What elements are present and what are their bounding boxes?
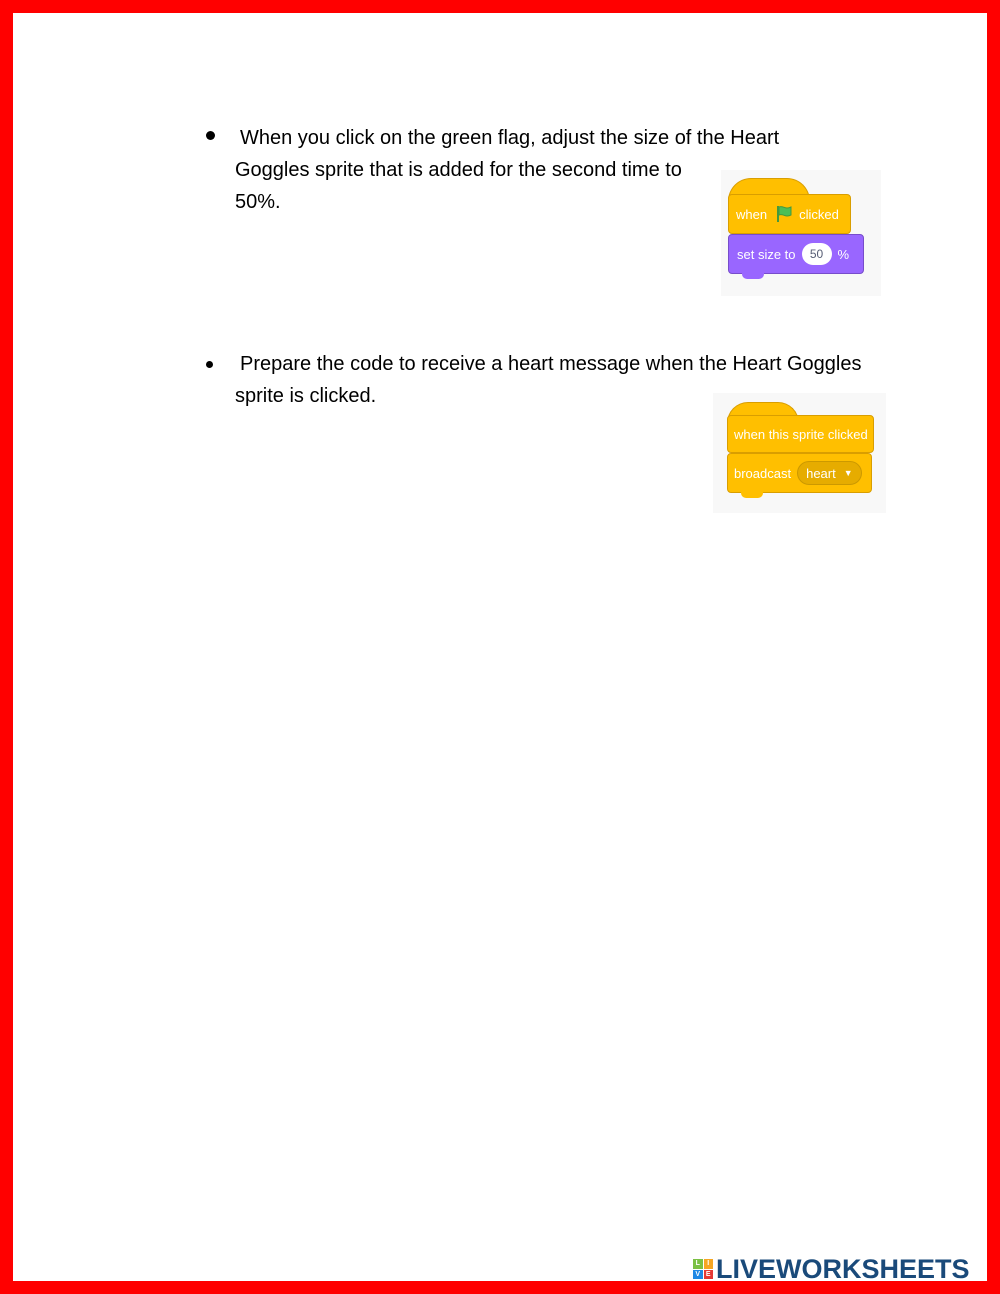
broadcast-message-dropdown[interactable]: [797, 461, 862, 485]
hat-clicked-label: clicked: [799, 206, 839, 222]
when-sprite-clicked-block: [727, 415, 874, 453]
liveworksheets-logo: [693, 1253, 970, 1285]
logo-letter: I: [704, 1259, 714, 1269]
instruction-2-line-1: Prepare the code to receive a heart message when the Heart Goggles: [240, 353, 862, 375]
set-size-label: set size to: [737, 246, 796, 262]
block-notch: [742, 273, 764, 279]
when-flag-clicked-block: [728, 194, 851, 234]
broadcast-label: broadcast: [734, 465, 792, 481]
instruction-1-line-3: 50%.: [235, 191, 281, 213]
instruction-1-line-1: When you click on the green flag, adjust the size of the Heart: [240, 127, 780, 149]
instruction-1-line-2: Goggles sprite that is added for the second time to: [235, 159, 682, 181]
size-value-input[interactable]: 50: [802, 243, 832, 265]
logo-text: LIVEWORKSHEETS: [716, 1253, 970, 1284]
set-size-block: [728, 234, 864, 274]
green-flag-icon: [775, 205, 793, 223]
broadcast-block: [727, 453, 872, 493]
chevron-down-icon: ▼: [843, 468, 853, 478]
logo-letter: E: [704, 1270, 714, 1280]
logo-letter: L: [693, 1259, 703, 1269]
logo-letter: V: [693, 1270, 703, 1280]
size-unit-label: %: [837, 246, 850, 262]
hat-when-label: when: [736, 206, 768, 222]
sprite-clicked-label: when this sprite clicked: [734, 426, 868, 442]
bullet-2: [206, 361, 213, 368]
instruction-2-line-2: sprite is clicked.: [235, 385, 377, 407]
block-notch: [741, 492, 763, 498]
bullet-1: [206, 131, 215, 140]
logo-grid-icon: [693, 1259, 713, 1279]
broadcast-message-value: heart: [806, 465, 836, 481]
